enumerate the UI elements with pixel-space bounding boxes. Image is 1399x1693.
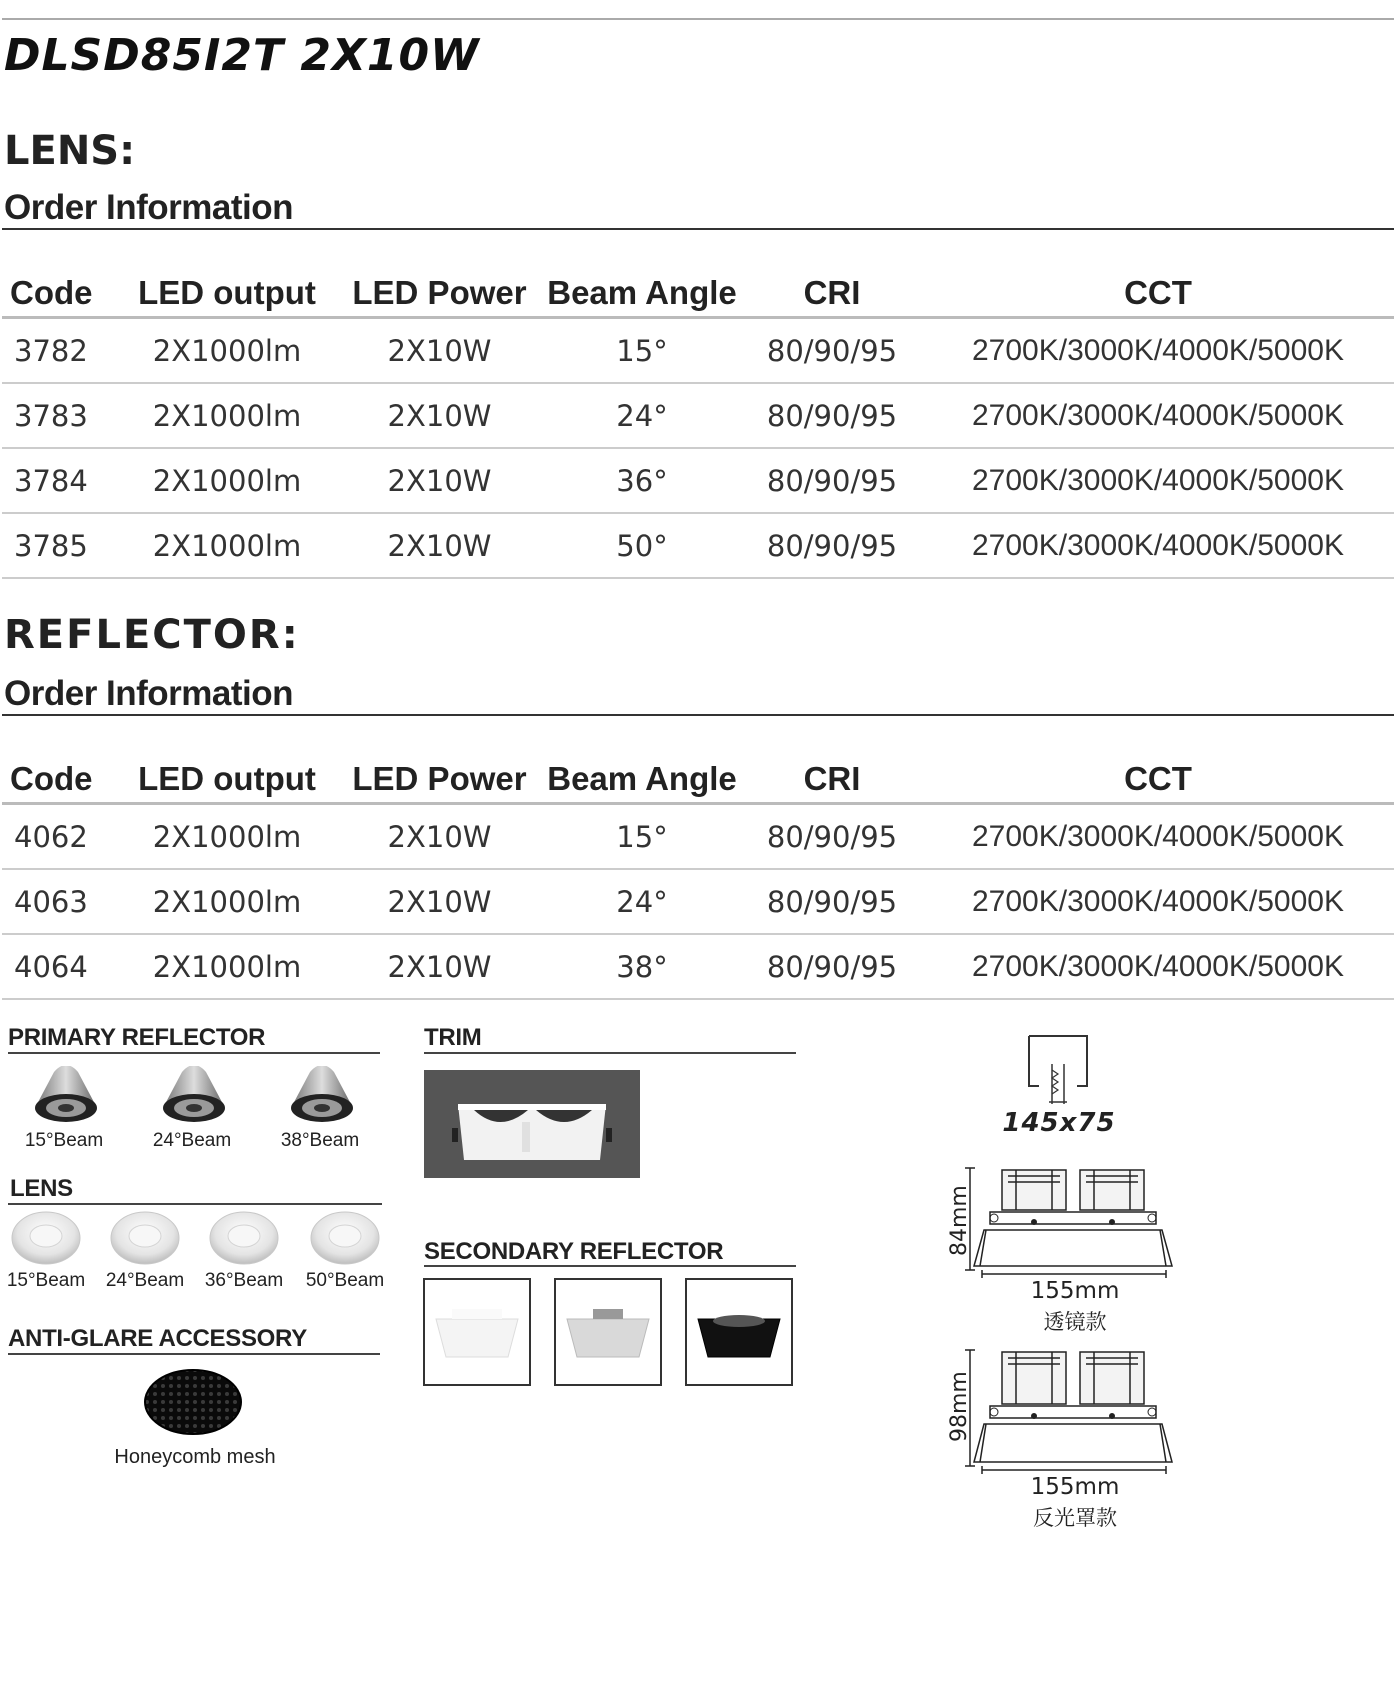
- column-header: LED Power: [337, 230, 542, 318]
- primary-reflector-15-icon: [35, 1066, 97, 1122]
- lens-version-drawing: [960, 1162, 1180, 1282]
- lens-order-table: [2, 230, 1394, 579]
- table-cell: 80/90/95: [742, 318, 922, 384]
- table-cell: 4062: [2, 804, 117, 870]
- reflector-order-info-title: Order Information: [4, 674, 294, 713]
- lens-section-title: LENS:: [4, 128, 136, 174]
- table-row: [2, 383, 1394, 448]
- lens-order-info-title: Order Information: [4, 188, 294, 227]
- trim-image: [424, 1070, 640, 1178]
- table-row: [2, 869, 1394, 934]
- lens-version-height: 84mm: [947, 1185, 972, 1256]
- lens-36-icon: [210, 1212, 278, 1264]
- table-cell: 2X10W: [337, 869, 542, 934]
- secondary-reflector-white-icon: [424, 1279, 530, 1385]
- table-cell: 50°: [542, 513, 742, 578]
- table-cell: 2X1000lm: [117, 318, 337, 384]
- lens-50-icon: [311, 1212, 379, 1264]
- table-cell: 3783: [2, 383, 117, 448]
- table-cell: 2700K/3000K/4000K/5000K: [922, 383, 1394, 448]
- primary-reflector-label: 38°Beam: [280, 1130, 360, 1151]
- lens-accessory-title: LENS: [10, 1175, 73, 1202]
- anti-glare-rule: [8, 1353, 380, 1355]
- column-header: CCT: [922, 230, 1394, 318]
- table-cell: 2X10W: [337, 513, 542, 578]
- secondary-reflector-title: SECONDARY REFLECTOR: [424, 1238, 724, 1265]
- table-cell: 2700K/3000K/4000K/5000K: [922, 318, 1394, 384]
- lens-15-icon: [12, 1212, 80, 1264]
- table-row: [2, 448, 1394, 513]
- reflector-version-height: 98mm: [947, 1371, 972, 1442]
- primary-reflector-label: 24°Beam: [152, 1130, 232, 1151]
- primary-reflector-label: 15°Beam: [24, 1130, 104, 1151]
- table-cell: 36°: [542, 448, 742, 513]
- table-cell: 2X1000lm: [117, 869, 337, 934]
- table-cell: 4064: [2, 934, 117, 999]
- trim-rule: [424, 1052, 796, 1054]
- table-cell: 80/90/95: [742, 383, 922, 448]
- table-cell: 80/90/95: [742, 448, 922, 513]
- column-header: Beam Angle: [542, 716, 742, 804]
- lens-accessory-images: [8, 1210, 388, 1270]
- table-row: [2, 934, 1394, 999]
- column-header: LED output: [117, 716, 337, 804]
- lens-version-label: 透镜款: [1043, 1310, 1107, 1334]
- table-cell: 24°: [542, 383, 742, 448]
- cutout-size: 145x75: [1002, 1108, 1116, 1138]
- table-cell: 2700K/3000K/4000K/5000K: [922, 934, 1394, 999]
- table-cell: 2X10W: [337, 318, 542, 384]
- table-cell: 2X10W: [337, 383, 542, 448]
- column-header: LED output: [117, 230, 337, 318]
- reflector-section-title: REFLECTOR:: [4, 612, 300, 658]
- table-cell: 4063: [2, 869, 117, 934]
- secondary-reflector-images: [423, 1278, 795, 1388]
- table-cell: 2X1000lm: [117, 383, 337, 448]
- column-header: CRI: [742, 716, 922, 804]
- primary-reflector-rule: [8, 1052, 380, 1054]
- primary-reflector-title: PRIMARY REFLECTOR: [8, 1024, 266, 1051]
- lens-accessory-label: 36°Beam: [204, 1270, 284, 1291]
- table-header-row: [2, 716, 1394, 804]
- table-row: [2, 804, 1394, 870]
- anti-glare-title: ANTI-GLARE ACCESSORY: [8, 1325, 307, 1352]
- table-cell: 2X1000lm: [117, 934, 337, 999]
- table-cell: 38°: [542, 934, 742, 999]
- reflector-version-label: 反光罩款: [1033, 1506, 1117, 1530]
- column-header: CRI: [742, 230, 922, 318]
- table-cell: 80/90/95: [742, 934, 922, 999]
- trim-title: TRIM: [424, 1024, 482, 1051]
- table-cell: 2X1000lm: [117, 804, 337, 870]
- table-cell: 80/90/95: [742, 804, 922, 870]
- secondary-reflector-silver-icon: [555, 1279, 661, 1385]
- lens-version-width: 155mm: [1030, 1278, 1120, 1304]
- reflector-order-table: [2, 716, 1394, 1000]
- top-rule: [2, 18, 1394, 20]
- table-header-row: [2, 230, 1394, 318]
- column-header: Code: [2, 716, 117, 804]
- secondary-reflector-black-icon: [686, 1279, 792, 1385]
- table-cell: 2X1000lm: [117, 513, 337, 578]
- column-header: Beam Angle: [542, 230, 742, 318]
- table-cell: 80/90/95: [742, 513, 922, 578]
- lens-accessory-label: 24°Beam: [105, 1270, 185, 1291]
- primary-reflector-images: [28, 1066, 368, 1128]
- table-cell: 2700K/3000K/4000K/5000K: [922, 513, 1394, 578]
- lens-accessory-label: 50°Beam: [305, 1270, 385, 1291]
- column-header: Code: [2, 230, 117, 318]
- secondary-reflector-rule: [424, 1265, 796, 1267]
- table-cell: 2700K/3000K/4000K/5000K: [922, 804, 1394, 870]
- table-cell: 2X10W: [337, 448, 542, 513]
- lens-accessory-label: 15°Beam: [6, 1270, 86, 1291]
- primary-reflector-24-icon: [163, 1066, 225, 1122]
- table-cell: 2700K/3000K/4000K/5000K: [922, 448, 1394, 513]
- table-row: [2, 318, 1394, 384]
- lens-accessory-rule: [8, 1203, 382, 1205]
- table-row: [2, 513, 1394, 578]
- honeycomb-mesh-icon: [143, 1366, 243, 1436]
- table-cell: 15°: [542, 318, 742, 384]
- reflector-version-drawing: [960, 1344, 1180, 1480]
- column-header: CCT: [922, 716, 1394, 804]
- table-cell: 2X1000lm: [117, 448, 337, 513]
- column-header: LED Power: [337, 716, 542, 804]
- table-cell: 80/90/95: [742, 869, 922, 934]
- honeycomb-mesh-label: Honeycomb mesh: [114, 1446, 276, 1468]
- table-cell: 2700K/3000K/4000K/5000K: [922, 869, 1394, 934]
- reflector-version-width: 155mm: [1030, 1474, 1120, 1500]
- primary-reflector-38-icon: [291, 1066, 353, 1122]
- table-cell: 3782: [2, 318, 117, 384]
- model-title: DLSD85I2T 2X10W: [4, 30, 480, 81]
- table-cell: 24°: [542, 869, 742, 934]
- table-cell: 3784: [2, 448, 117, 513]
- lens-24-icon: [111, 1212, 179, 1264]
- cutout-diagram: [1025, 1034, 1091, 1106]
- table-cell: 2X10W: [337, 804, 542, 870]
- table-cell: 15°: [542, 804, 742, 870]
- table-cell: 3785: [2, 513, 117, 578]
- table-cell: 2X10W: [337, 934, 542, 999]
